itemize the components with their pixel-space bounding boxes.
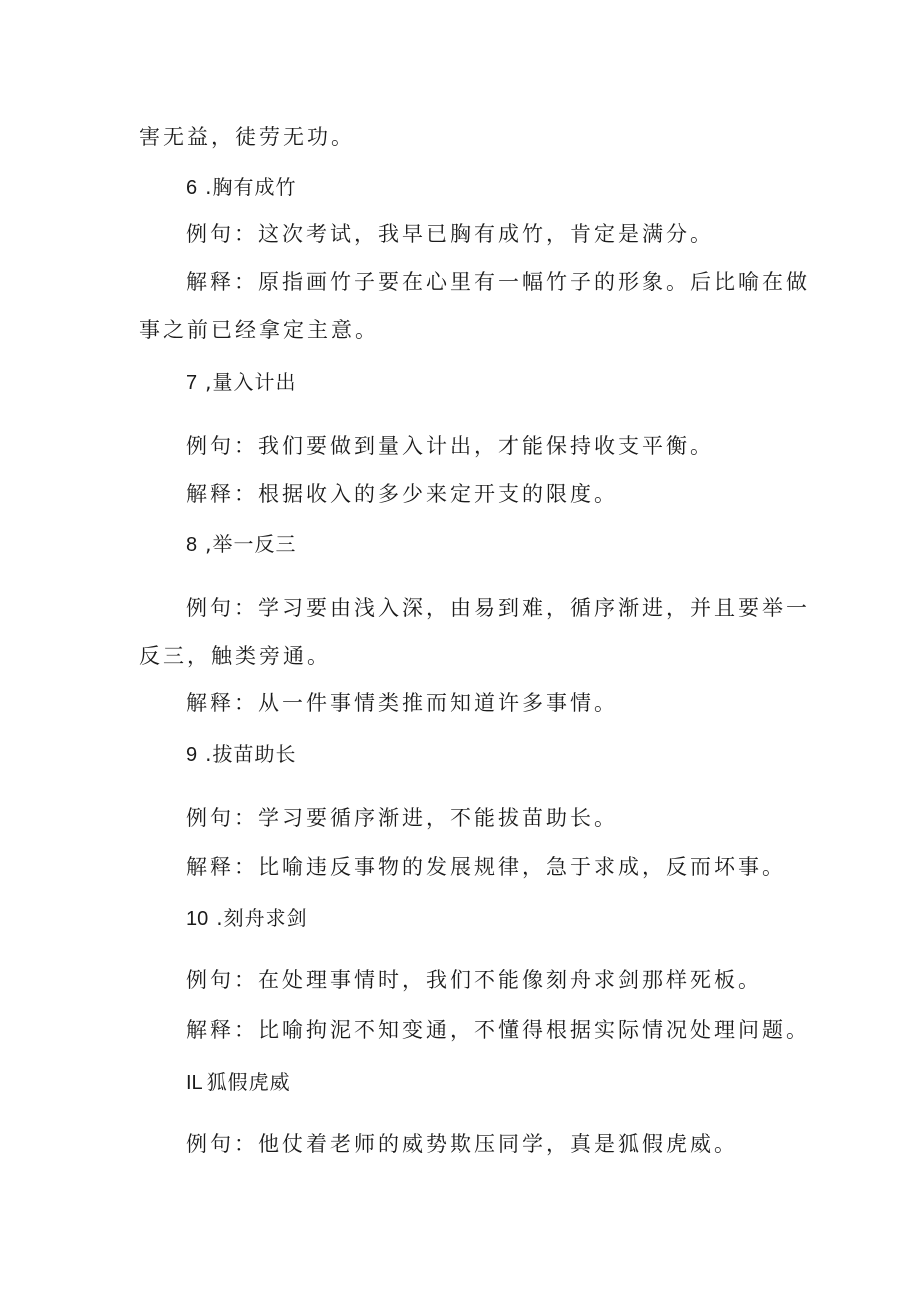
idiom-heading-6: [186, 173, 296, 202]
text-line: 害无益，徒劳无功。: [139, 125, 355, 149]
heading-text: .胸有成竹: [205, 175, 297, 199]
heading-number: 7: [186, 372, 198, 394]
example-line: 例句：这次考试，我早已胸有成竹，肯定是满分。: [186, 222, 714, 246]
heading-number: 6: [186, 177, 198, 199]
definition-line: 解释：比喻违反事物的发展规律，急于求成，反而坏事。: [186, 855, 786, 879]
definition-line: 解释：比喻拘泥不知变通，不懂得根据实际情况处理问题。: [186, 1018, 810, 1042]
example-line: 例句：学习要循序渐进，不能拔苗助长。: [186, 806, 618, 830]
idiom-heading-11: [186, 1068, 291, 1097]
definition-line: 解释：原指画竹子要在心里有一幅竹子的形象。后比喻在做: [186, 270, 810, 294]
idiom-heading-7: [186, 368, 296, 397]
idiom-heading-8: [186, 530, 296, 559]
idiom-heading-10: [186, 904, 308, 933]
heading-number: 9: [186, 744, 198, 766]
example-line: 例句：他仗着老师的威势欺压同学，真是狐假虎威。: [186, 1132, 738, 1156]
heading-number: 8: [186, 534, 198, 556]
idiom-heading-9: [186, 740, 296, 769]
example-line: 例句：我们要做到量入计出，才能保持收支平衡。: [186, 434, 714, 458]
definition-line: 解释：根据收入的多少来定开支的限度。: [186, 482, 618, 506]
heading-text: .刻舟求剑: [216, 906, 308, 930]
heading-number: 10: [186, 908, 209, 930]
definition-line: 事之前已经拿定主意。: [139, 318, 379, 342]
definition-line: 解释：从一件事情类推而知道许多事情。: [186, 691, 618, 715]
example-line: 例句：在处理事情时，我们不能像刻舟求剑那样死板。: [186, 968, 762, 992]
heading-number: IL: [186, 1072, 203, 1094]
example-line: 反三，触类旁通。: [139, 644, 331, 668]
heading-text: ,举一反三: [205, 532, 297, 556]
heading-text: 狐假虎威: [206, 1070, 291, 1094]
example-line: 例句：学习要由浅入深，由易到难，循序渐进，并且要举一: [186, 596, 810, 620]
heading-text: .拔苗助长: [205, 742, 297, 766]
heading-text: ,量入计出: [205, 370, 297, 394]
